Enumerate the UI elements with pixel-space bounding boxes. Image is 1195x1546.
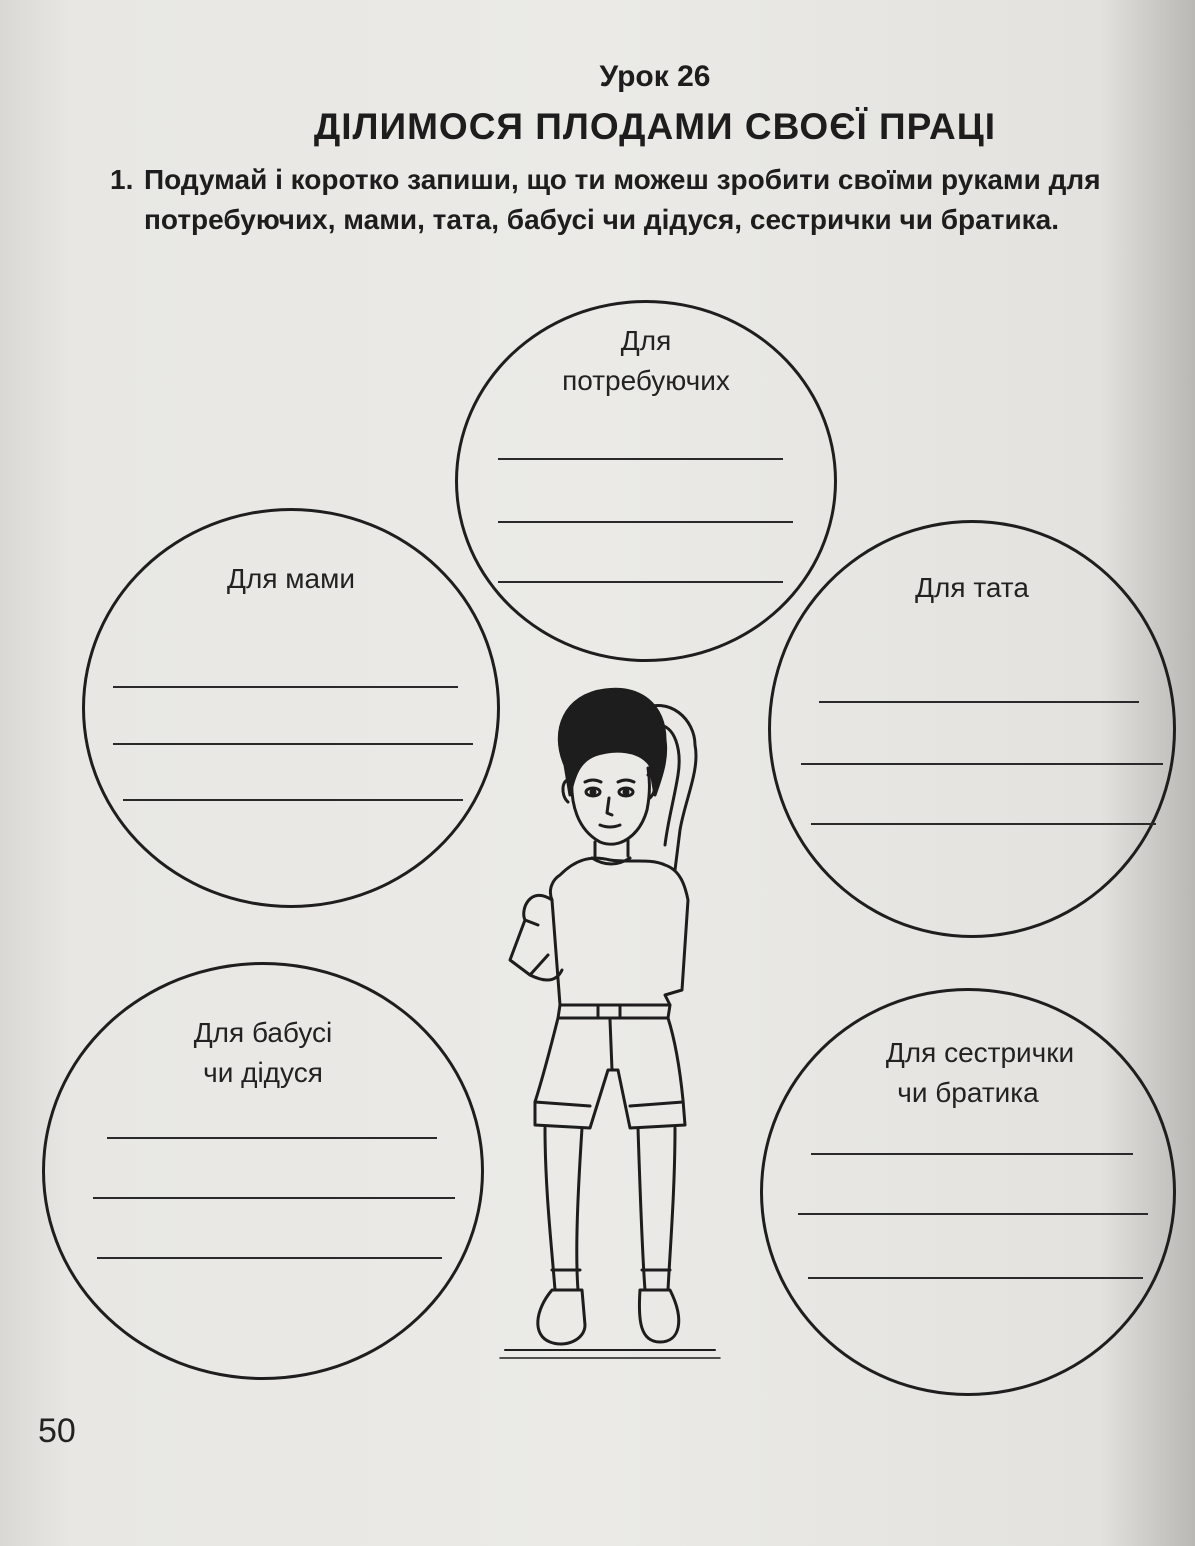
lesson-title: ДІЛИМОСЯ ПЛОДАМИ СВОЄЇ ПРАЦІ	[313, 106, 997, 147]
writing-line[interactable]	[811, 1153, 1133, 1155]
circle-dad	[768, 520, 1176, 938]
circle-grandparents-label-2: чи дідуся	[203, 1057, 323, 1088]
circle-dad-label: Для тата	[915, 572, 1029, 603]
writing-line[interactable]	[113, 743, 473, 745]
writing-line[interactable]	[819, 701, 1139, 703]
lesson-number: Урок 26	[599, 60, 711, 93]
writing-line[interactable]	[93, 1197, 455, 1199]
writing-line[interactable]	[97, 1257, 442, 1259]
circle-needy-label-2: потребуючих	[562, 365, 730, 396]
writing-line[interactable]	[801, 763, 1163, 765]
writing-line[interactable]	[811, 823, 1156, 825]
circle-siblings-label-2: чи братика	[897, 1077, 1039, 1108]
boy-illustration	[490, 670, 730, 1380]
circle-grandparents	[42, 962, 484, 1380]
writing-line[interactable]	[107, 1137, 437, 1139]
circle-mom	[82, 508, 500, 908]
circle-siblings-label-1: Для сестрички	[885, 1037, 1075, 1068]
task-instruction	[110, 160, 1185, 240]
writing-line[interactable]	[798, 1213, 1148, 1215]
page-number: 50	[38, 1412, 76, 1450]
writing-line[interactable]	[498, 458, 783, 460]
writing-line[interactable]	[113, 686, 458, 688]
circle-needy-label-1: Для	[620, 325, 672, 356]
writing-line[interactable]	[498, 521, 793, 523]
writing-line[interactable]	[808, 1277, 1143, 1279]
task-text: Подумай і коротко запиши, що ти можеш зробити своїми руками для потребуючих, мами, тата, бабусі чи дідуся, сестрички чи братика.	[144, 164, 1101, 235]
task-number: 1.	[110, 164, 134, 195]
circle-siblings	[760, 988, 1176, 1396]
writing-line[interactable]	[123, 799, 463, 801]
writing-line[interactable]	[498, 581, 783, 583]
circle-grandparents-label-1: Для бабусі	[193, 1017, 333, 1048]
circle-mom-label: Для мами	[227, 563, 355, 594]
